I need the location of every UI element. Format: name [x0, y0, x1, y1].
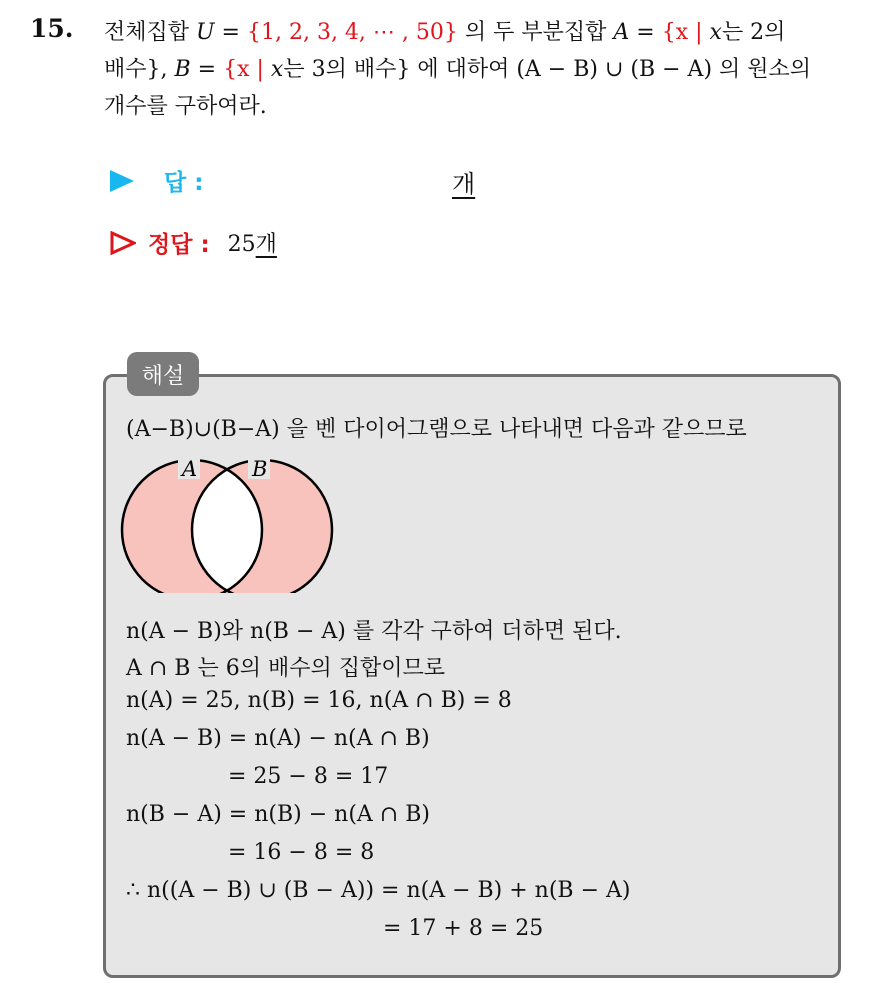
solution-line: n(A − B)와 n(B − A) 를 각각 구하여 더하면 된다. [126, 619, 622, 644]
solution-line: n(A − B) = n(A) − n(A ∩ B) [126, 726, 430, 751]
answer-label: 답 : [164, 170, 204, 196]
answer-unit: 개 [452, 170, 476, 198]
correct-answer-label: 정답 : [148, 232, 210, 258]
answer-row [110, 164, 203, 197]
venn-label-a: A [182, 457, 198, 481]
solution-line: ∴ n((A − B) ∪ (B − A)) = n(A − B) + n(B − A) [126, 878, 631, 903]
solution-line: n(B − A) = n(B) − n(A ∩ B) [126, 802, 430, 827]
solution-line: = 17 + 8 = 25 [383, 916, 544, 941]
correct-answer-row [110, 226, 277, 259]
solution-line: = 16 − 8 = 8 [228, 840, 375, 865]
question-line-2: 배수}, B = {x | x는 3의 배수} 에 대하여 (A − B) ∪ (B − A) 의 원소의 [104, 57, 812, 82]
solution-line: = 25 − 8 = 17 [228, 764, 389, 789]
solution-line: (A−B)∪(B−A) 을 벤 다이어그램으로 나타내면 다음과 같으므로 [126, 417, 747, 442]
set-u: {1, 2, 3, 4, ⋯ , 50} [246, 20, 458, 45]
solution-tag: 해설 [127, 352, 199, 396]
solution-line: n(A) = 25, n(B) = 16, n(A ∩ B) = 8 [126, 688, 512, 713]
venn-label-b: B [252, 457, 268, 481]
question-number: 15. [30, 14, 74, 43]
question-line-3: 개수를 구하여라. [104, 94, 267, 119]
venn-diagram [120, 455, 334, 593]
correct-triangle-icon [110, 231, 136, 255]
set-a-open: {x | [661, 20, 710, 45]
correct-answer-value: 25개 [227, 232, 277, 257]
solution-line: A ∩ B 는 6의 배수의 집합이므로 [126, 656, 445, 681]
answer-triangle-icon [110, 170, 134, 192]
question-line-1: 전체집합 U = {1, 2, 3, 4, ⋯ , 50} 의 두 부분집합 A = {x | x는 2의 [104, 20, 786, 45]
question-text [104, 14, 864, 125]
